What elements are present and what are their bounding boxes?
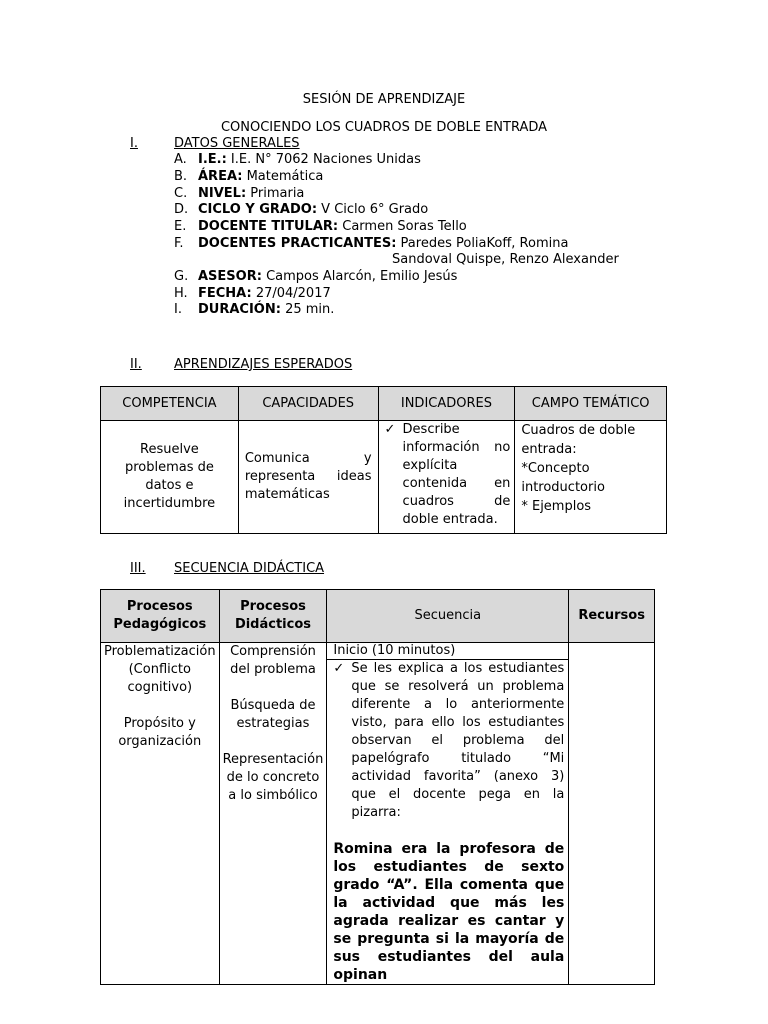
header-procesos-pedagogicos: Procesos Pedagógicos [101, 590, 220, 643]
cell-pedagogicos [101, 643, 220, 985]
document-subtitle: CONOCIENDO LOS CUADROS DE DOBLE ENTRADA [220, 120, 548, 135]
data-item-docentes-practicantes-cont: Sandoval Quispe, Renzo Alexander [392, 252, 619, 267]
cell-recursos [569, 643, 655, 985]
secuencia-table [100, 589, 655, 985]
section-1-number: I. [130, 136, 138, 151]
cell-didacticos [219, 643, 327, 985]
cell-indicadores [378, 421, 515, 534]
indicador-text: Describe información no explícita contenida en cuadros de doble entrada. [402, 422, 511, 527]
data-item-docente-titular: E. DOCENTE TITULAR: Carmen Soras Tello [174, 219, 467, 234]
header-campo-tematico: CAMPO TEMÁTICO [515, 387, 667, 421]
campo-line-2: *Concepto introductorio [521, 461, 605, 495]
didactico-1: Comprensión del problema [230, 644, 316, 677]
header-indicadores: INDICADORES [378, 387, 515, 421]
section-2-title: APRENDIZAJES ESPERADOS [174, 357, 353, 372]
campo-line-1: Cuadros de doble entrada: [521, 423, 636, 457]
didactico-3: Representación de lo concreto a lo simbólico [222, 752, 324, 803]
data-item-nivel: C. NIVEL: Primaria [174, 186, 305, 201]
pedagogico-2: Propósito y organización [118, 716, 202, 749]
cell-competencia: Resuelve problemas de datos e incertidumbre [101, 421, 239, 534]
cell-campo-tematico [515, 421, 667, 534]
check-icon: ✓ [384, 422, 396, 437]
cell-secuencia [327, 660, 569, 985]
header-secuencia: Secuencia [327, 590, 569, 643]
cell-inicio: Inicio (10 minutos) [327, 643, 569, 660]
didactico-2: Búsqueda de estrategias [230, 698, 316, 731]
campo-line-3: * Ejemplos [521, 499, 592, 514]
data-item-duracion: I. DURACIÓN: 25 min. [174, 302, 335, 317]
section-2-number: II. [130, 357, 142, 372]
data-item-ie: A. I.E.: I.E. N° 7062 Naciones Unidas [174, 152, 421, 167]
document-title: SESIÓN DE APRENDIZAJE [302, 92, 466, 107]
cell-capacidades: Comunica y representa ideas matemáticas [238, 421, 378, 534]
header-competencia: COMPETENCIA [101, 387, 239, 421]
header-procesos-didacticos: Procesos Didácticos [219, 590, 327, 643]
section-2-heading [130, 357, 352, 372]
data-item-area: B. ÁREA: Matemática [174, 169, 324, 184]
pedagogico-1: Problematización (Conflicto cognitivo) [104, 644, 216, 695]
section-3-heading [130, 561, 324, 576]
header-capacidades: CAPACIDADES [238, 387, 378, 421]
data-item-docentes-practicantes: F. DOCENTES PRACTICANTES: Paredes PoliaKoff, Romina [174, 236, 569, 251]
data-item-fecha: H. FECHA: 27/04/2017 [174, 286, 331, 301]
section-3-title: SECUENCIA DIDÁCTICA [174, 561, 325, 576]
data-item-ciclo: D. CICLO Y GRADO: V Ciclo 6° Grado [174, 202, 429, 217]
section-3-number: III. [130, 561, 146, 576]
check-icon: ✓ [333, 661, 345, 676]
data-item-asesor: G. ASESOR: Campos Alarcón, Emilio Jesús [174, 269, 458, 284]
aprendizajes-table [100, 386, 667, 534]
problema-text: Romina era la profesora de los estudiantes de sexto grado “A”. Ella comenta que la actividad que más les agrada realizar es cantar y se pregunta si la mayoría de sus estudiantes del aula opinan [333, 841, 565, 983]
section-1-heading [130, 136, 300, 151]
header-recursos: Recursos [569, 590, 655, 643]
section-1-title: DATOS GENERALES [174, 136, 300, 151]
secuencia-text: Se les explica a los estudiantes que se resolverá un problema diferente a lo anteriormente visto, para ello los estudiantes observan el problema del papelógrafo titulado “Mi actividad favorita” (anexo 3) que el docente pega en la pizarra: [351, 661, 565, 820]
